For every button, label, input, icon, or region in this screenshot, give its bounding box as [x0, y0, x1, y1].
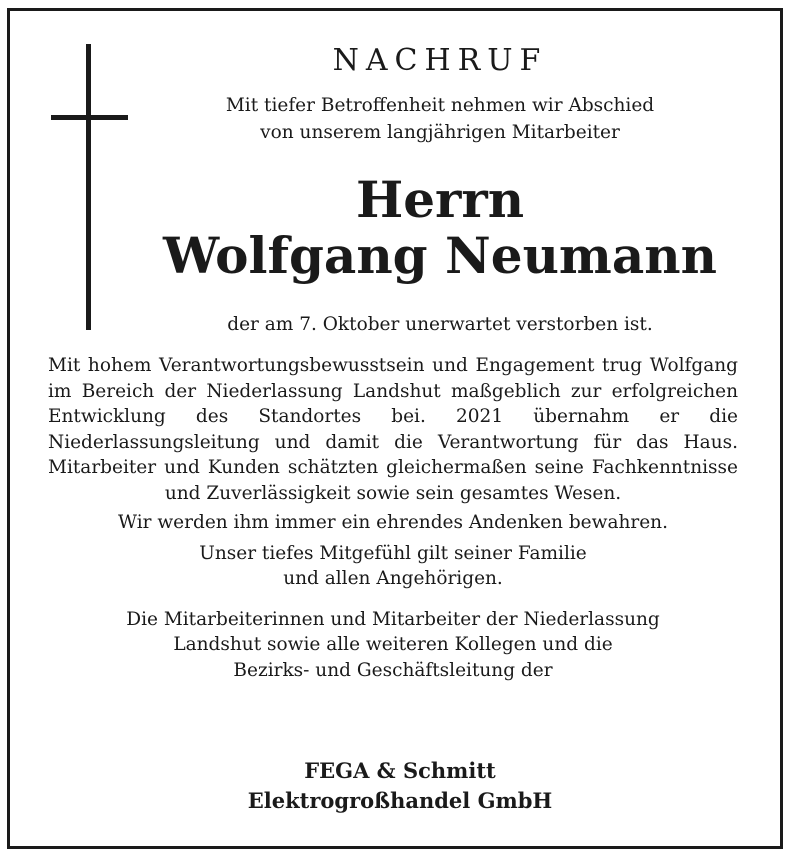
death-note: der am 7. Oktober unerwartet verstorben ist. [227, 314, 653, 335]
condolence-paragraph [48, 541, 738, 592]
signoff-line: Bezirks- und Geschäftsleitung der [233, 659, 553, 681]
company-name: FEGA & Schmitt [304, 758, 496, 783]
company-signature [140, 756, 660, 816]
company-subtitle: Elektrogroßhandel GmbH [247, 788, 553, 813]
obituary-body [48, 353, 738, 683]
signoff-line: Landshut sowie alle weiteren Kollegen und die [173, 634, 613, 655]
tribute-paragraph: Mit hohem Verantwortungsbewusstsein und Engagement trug Wolfgang im Bereich der Niederlassung Landshut maßgeblich zur erfolgreichen Entwicklung des Standortes bei. 2021 übernahm er die Niederlassungsleitung und damit die Verantwortung für das Haus. Mitarbeiter und Kunden schätzten gleichermaßen seine Fachkenntnisse und Zuverlässigkeit sowie sein gesamtes Wesen. [48, 355, 738, 504]
intro-text [150, 92, 730, 146]
salutation: Herrn [355, 170, 525, 229]
obituary-title: NACHRUF [332, 43, 548, 78]
condolence-line: Unser tiefes Mitgefühl gilt seiner Familie [199, 542, 587, 564]
signoff-line: Die Mitarbeiterinnen und Mitarbeiter der Niederlassung [126, 608, 660, 630]
intro-line: von unserem langjährigen Mitarbeiter [260, 122, 620, 143]
cross-horizontal-bar [51, 115, 128, 120]
cross-vertical-bar [86, 44, 91, 330]
deceased-name-block [140, 172, 740, 284]
intro-line: Mit tiefer Betroffenheit nehmen wir Abschied [225, 95, 655, 116]
condolence-line: und allen Angehörigen. [283, 568, 503, 589]
deceased-name: Wolfgang Neumann [163, 226, 717, 285]
signoff-paragraph [48, 607, 738, 684]
remembrance-paragraph: Wir werden ihm immer ein ehrendes Andenken bewahren. [118, 512, 668, 533]
